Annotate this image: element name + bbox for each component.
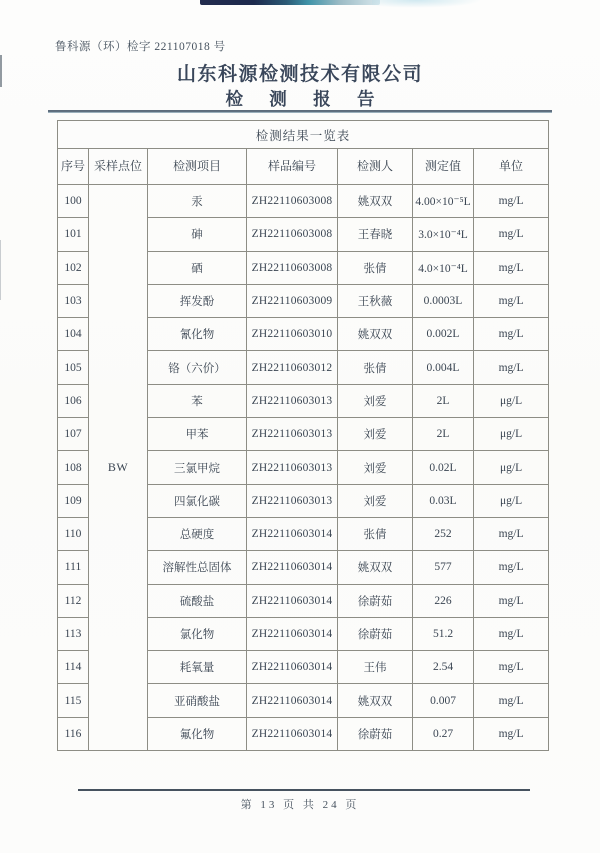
row-value: 0.03L — [413, 484, 474, 517]
row-value: 0.02L — [413, 451, 474, 484]
row-tester: 张倩 — [338, 351, 413, 384]
document-number: 鲁科源（环）检字 221107018 号 — [55, 41, 226, 53]
row-seq: 100 — [58, 185, 89, 218]
row-sample-id: ZH22110603014 — [247, 584, 338, 617]
footer-divider — [78, 789, 530, 791]
row-item: 砷 — [148, 218, 247, 251]
row-sample-id: ZH22110603008 — [247, 251, 338, 284]
row-value: 0.0003L — [413, 284, 474, 317]
row-seq: 105 — [58, 351, 89, 384]
row-item: 苯 — [148, 384, 247, 417]
row-value: 4.00×10⁻⁵L — [413, 185, 474, 218]
row-unit: mg/L — [474, 284, 549, 317]
report-title: 检 测 报 告 — [225, 89, 386, 109]
row-unit: mg/L — [474, 684, 549, 717]
col-header-sample-id: 样品编号 — [247, 149, 338, 185]
row-value: 2L — [413, 418, 474, 451]
row-sample-id: ZH22110603014 — [247, 517, 338, 550]
row-item: 硫酸盐 — [148, 584, 247, 617]
row-value: 2.54 — [413, 651, 474, 684]
row-tester: 刘爱 — [338, 484, 413, 517]
row-value: 2L — [413, 384, 474, 417]
row-item: 氟化物 — [148, 717, 247, 750]
row-value: 3.0×10⁻⁴L — [413, 218, 474, 251]
row-sample-id: ZH22110603013 — [247, 451, 338, 484]
row-unit: mg/L — [474, 551, 549, 584]
row-seq: 107 — [58, 418, 89, 451]
col-header-tester: 检测人 — [338, 149, 413, 185]
row-seq: 106 — [58, 384, 89, 417]
row-tester: 姚双双 — [338, 185, 413, 218]
sampling-point-cell: BW — [89, 185, 148, 751]
row-item: 氰化物 — [148, 318, 247, 351]
row-value: 252 — [413, 517, 474, 550]
row-sample-id: ZH22110603013 — [247, 484, 338, 517]
row-unit: mg/L — [474, 351, 549, 384]
row-unit: mg/L — [474, 218, 549, 251]
row-sample-id: ZH22110603013 — [247, 384, 338, 417]
row-sample-id: ZH22110603014 — [247, 617, 338, 650]
row-unit: mg/L — [474, 318, 549, 351]
row-value: 0.004L — [413, 351, 474, 384]
row-unit: mg/L — [474, 617, 549, 650]
row-value: 4.0×10⁻⁴L — [413, 251, 474, 284]
row-sample-id: ZH22110603014 — [247, 551, 338, 584]
row-seq: 110 — [58, 517, 89, 550]
row-sample-id: ZH22110603008 — [247, 218, 338, 251]
row-sample-id: ZH22110603012 — [247, 351, 338, 384]
row-value: 0.002L — [413, 318, 474, 351]
results-table — [57, 120, 549, 751]
row-tester: 徐蔚茹 — [338, 717, 413, 750]
results-tbody — [58, 121, 549, 751]
row-seq: 108 — [58, 451, 89, 484]
row-item: 甲苯 — [148, 418, 247, 451]
page-footer: 第 13 页 共 24 页 — [240, 799, 360, 811]
company-title: 山东科源检测技术有限公司 — [176, 64, 423, 85]
row-tester: 徐蔚茹 — [338, 584, 413, 617]
scanner-artifact-smear — [372, 0, 482, 8]
row-tester: 姚双双 — [338, 318, 413, 351]
scanner-edge-line — [0, 240, 1, 300]
row-unit: mg/L — [474, 517, 549, 550]
col-header-unit: 单位 — [474, 149, 549, 185]
row-unit: mg/L — [474, 185, 549, 218]
row-item: 总硬度 — [148, 517, 247, 550]
row-value: 0.007 — [413, 684, 474, 717]
row-unit: μg/L — [474, 484, 549, 517]
row-item: 氯化物 — [148, 617, 247, 650]
row-sample-id: ZH22110603014 — [247, 717, 338, 750]
row-seq: 111 — [58, 551, 89, 584]
col-header-item: 检测项目 — [148, 149, 247, 185]
row-unit: μg/L — [474, 418, 549, 451]
row-seq: 112 — [58, 584, 89, 617]
row-item: 铬（六价） — [148, 351, 247, 384]
scanner-artifact-bar — [200, 0, 380, 5]
row-unit: μg/L — [474, 384, 549, 417]
row-seq: 115 — [58, 684, 89, 717]
row-tester: 姚双双 — [338, 684, 413, 717]
row-seq: 103 — [58, 284, 89, 317]
row-item: 四氯化碳 — [148, 484, 247, 517]
row-seq: 109 — [58, 484, 89, 517]
row-tester: 王秋薇 — [338, 284, 413, 317]
row-item: 汞 — [148, 185, 247, 218]
row-seq: 102 — [58, 251, 89, 284]
row-value: 51.2 — [413, 617, 474, 650]
row-value: 226 — [413, 584, 474, 617]
table-row — [58, 185, 549, 218]
row-unit: mg/L — [474, 717, 549, 750]
row-sample-id: ZH22110603014 — [247, 684, 338, 717]
row-item: 三氯甲烷 — [148, 451, 247, 484]
row-value: 0.27 — [413, 717, 474, 750]
row-unit: μg/L — [474, 451, 549, 484]
table-title-row — [58, 121, 549, 149]
table-title: 检测结果一览表 — [58, 121, 549, 149]
row-seq: 114 — [58, 651, 89, 684]
row-item: 亚硝酸盐 — [148, 684, 247, 717]
row-sample-id: ZH22110603014 — [247, 651, 338, 684]
col-header-value: 测定值 — [413, 149, 474, 185]
row-sample-id: ZH22110603010 — [247, 318, 338, 351]
row-item: 溶解性总固体 — [148, 551, 247, 584]
table-header-row — [58, 149, 549, 185]
row-value: 577 — [413, 551, 474, 584]
row-item: 耗氧量 — [148, 651, 247, 684]
row-seq: 101 — [58, 218, 89, 251]
row-item: 硒 — [148, 251, 247, 284]
row-seq: 116 — [58, 717, 89, 750]
row-unit: mg/L — [474, 584, 549, 617]
row-sample-id: ZH22110603009 — [247, 284, 338, 317]
row-tester: 张倩 — [338, 517, 413, 550]
row-tester: 徐蔚茹 — [338, 617, 413, 650]
row-tester: 刘爱 — [338, 451, 413, 484]
col-header-seq: 序号 — [58, 149, 89, 185]
title-underline — [48, 110, 552, 113]
row-sample-id: ZH22110603008 — [247, 185, 338, 218]
row-tester: 刘爱 — [338, 418, 413, 451]
row-unit: mg/L — [474, 251, 549, 284]
row-seq: 113 — [58, 617, 89, 650]
row-sample-id: ZH22110603013 — [247, 418, 338, 451]
row-seq: 104 — [58, 318, 89, 351]
row-tester: 姚双双 — [338, 551, 413, 584]
row-tester: 张倩 — [338, 251, 413, 284]
row-unit: mg/L — [474, 651, 549, 684]
row-item: 挥发酚 — [148, 284, 247, 317]
row-tester: 王伟 — [338, 651, 413, 684]
row-tester: 刘爱 — [338, 384, 413, 417]
row-tester: 王春晓 — [338, 218, 413, 251]
col-header-sampling-point: 采样点位 — [89, 149, 148, 185]
